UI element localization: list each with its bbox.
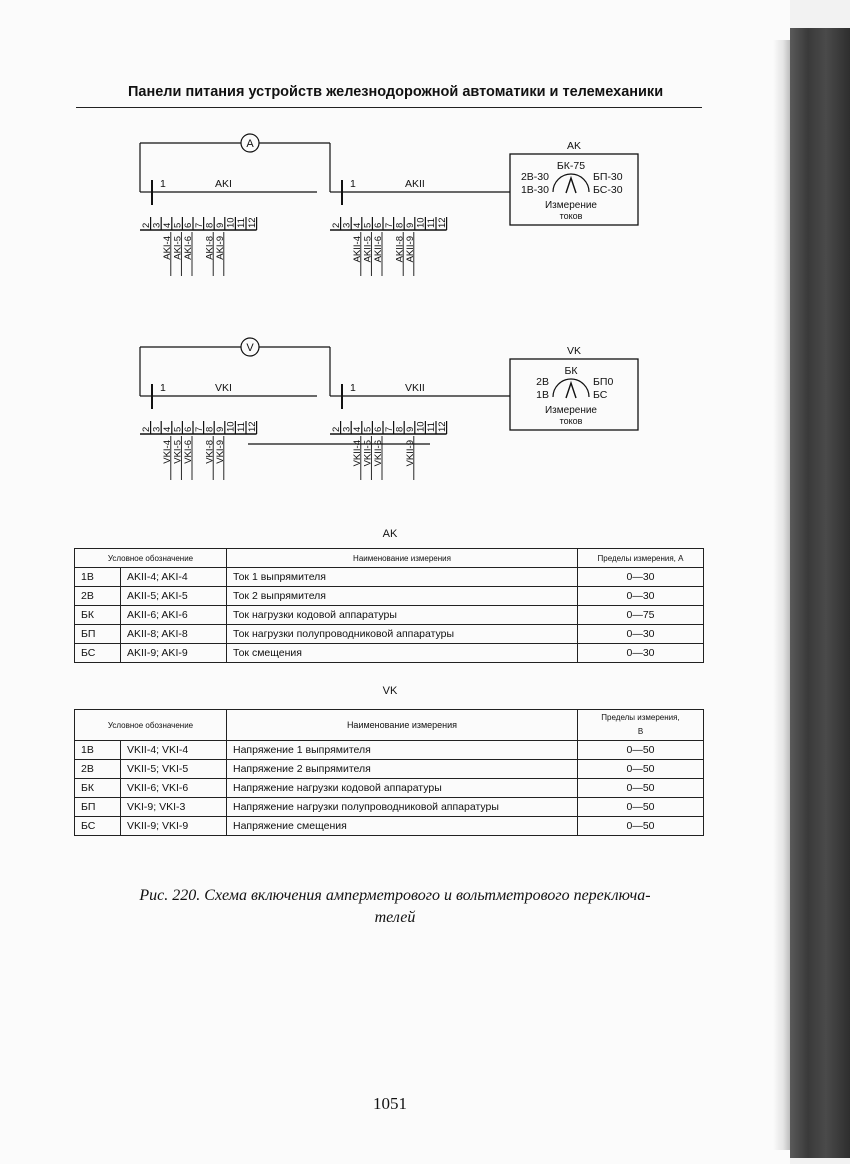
cell-contacts: AKII-8; AKI-8 [121, 625, 227, 644]
terminal-number: 5 [362, 222, 374, 228]
voltmeter-right-group-name: VKII [405, 382, 425, 394]
terminal-number: 6 [373, 426, 385, 432]
ammeter-switch-position-1v: 1В-30 [520, 184, 549, 196]
table-header-row [75, 549, 704, 568]
terminal-number: 2 [330, 426, 342, 432]
cell-measurement-name: Напряжение 1 выпрямителя [227, 741, 578, 760]
cell-contacts: VKI-9; VKI-3 [121, 798, 227, 817]
terminal-number: 5 [172, 426, 184, 432]
cell-measurement-name: Ток нагрузки кодовой аппаратуры [227, 606, 578, 625]
terminal-number: 3 [151, 426, 163, 432]
cell-limits: 0—50 [578, 779, 704, 798]
voltmeter-switch-position-bs: БС [593, 389, 608, 401]
tap-label: VKII-4 [352, 440, 363, 467]
tap-label: AKI-9 [215, 236, 226, 260]
voltmeter_scheme-left-terminal-strip [140, 421, 258, 434]
tap-label: AKI-6 [183, 236, 195, 260]
voltmeter-left-group-name: VKI [215, 382, 232, 394]
cell-contacts: VKII-9; VKI-9 [121, 817, 227, 836]
cell-limits: 0—75 [578, 606, 704, 625]
ammeter-switch-label-2: токов [559, 211, 583, 221]
ammeter-switch-position-bs: БС-30 [593, 184, 623, 196]
voltmeter-left-first-terminal: 1 [160, 382, 166, 394]
ammeter-switch-position-2v: 2В-30 [520, 171, 549, 183]
voltmeter-switch-position-1v: 1В [536, 389, 549, 401]
ammeter-left-group-name: AKI [215, 178, 232, 190]
cell-code: 2В [75, 587, 121, 606]
table-header-row [75, 710, 704, 741]
table-row [75, 817, 704, 836]
ammeter-symbol [241, 134, 259, 152]
cell-measurement-name: Напряжение нагрузки кодовой аппаратуры [227, 779, 578, 798]
cell-limits: 0—50 [578, 741, 704, 760]
header-measurement-name: Наименование измерения [227, 549, 578, 568]
cell-limits: 0—50 [578, 760, 704, 779]
cell-contacts: VKII-4; VKI-4 [121, 741, 227, 760]
voltmeter_scheme-left_taps [162, 440, 226, 464]
terminal-number: 11 [236, 422, 248, 432]
vk-measurement-table [74, 709, 704, 836]
cell-contacts: AKII-5; AKI-5 [121, 587, 227, 606]
voltmeter-letter: V [246, 342, 254, 354]
figure-caption [60, 885, 730, 929]
ammeter-switch-title: AK [566, 140, 582, 152]
terminal-number: 6 [373, 222, 385, 228]
terminal-number: 8 [394, 222, 406, 228]
header-measurement-name: Наименование измерения [227, 710, 578, 741]
tap-label: VKI-8 [204, 440, 216, 464]
terminal-number: 4 [162, 426, 173, 432]
terminal-number: 7 [193, 426, 205, 432]
ammeter-letter: A [246, 138, 254, 150]
terminal-number: 4 [352, 222, 363, 228]
terminal-strips [140, 217, 448, 480]
cell-code: БК [75, 606, 121, 625]
voltmeter-symbol [241, 338, 259, 356]
cell-code: 1В [75, 741, 121, 760]
table-row [75, 779, 704, 798]
table-row [75, 568, 704, 587]
terminal-number: 10 [415, 217, 427, 228]
tap-label: VKI-6 [183, 440, 195, 464]
terminal-number: 12 [436, 421, 448, 432]
running-head: Панели питания устройств железнодорожной автоматики и телемеханики [128, 84, 664, 100]
voltmeter-switch-position-bk: БК [564, 365, 578, 377]
caption-line-2: телей [374, 909, 416, 926]
tap-label: AKI-8 [204, 236, 216, 260]
terminal-number: 7 [193, 222, 205, 228]
book-spine [790, 28, 850, 1158]
cell-contacts: AKII-9; AKI-9 [121, 644, 227, 663]
cell-code: БП [75, 798, 121, 817]
terminal-number: 9 [215, 222, 226, 228]
voltmeter-switch-position-2v: 2В [536, 376, 549, 388]
cell-measurement-name: Ток 1 выпрямителя [227, 568, 578, 587]
table-row [75, 760, 704, 779]
tap-label: VKII-9 [405, 440, 416, 467]
ammeter_scheme-left_taps [162, 236, 226, 260]
ammeter-switch-pointer [566, 178, 576, 193]
header-limits-line1: Пределы измерения, [601, 713, 680, 722]
header-limits [578, 710, 704, 741]
cell-code: 2В [75, 760, 121, 779]
tap-label: AKII-5 [362, 236, 374, 263]
cell-code: БС [75, 817, 121, 836]
header-designation: Условное обозначение [75, 549, 227, 568]
header-limits: Пределы измерения, А [578, 549, 704, 568]
terminal-number: 8 [204, 426, 216, 432]
tap-label: VKII-5 [362, 440, 374, 467]
terminal-number: 12 [246, 421, 258, 432]
ammeter-right-first-terminal: 1 [350, 178, 356, 190]
terminal-number: 11 [426, 218, 438, 228]
terminal-number: 5 [172, 222, 184, 228]
terminal-number: 2 [330, 222, 342, 228]
terminal-number: 6 [183, 426, 195, 432]
terminal-number: 12 [246, 217, 258, 228]
cell-contacts: VKII-6; VKI-6 [121, 779, 227, 798]
page-number: 1051 [373, 1094, 407, 1113]
terminal-number: 2 [140, 426, 152, 432]
tap-label: AKII-4 [352, 236, 363, 263]
table-row [75, 741, 704, 760]
tap-label: VKI-9 [215, 440, 226, 464]
cell-limits: 0—30 [578, 568, 704, 587]
terminal-number: 3 [341, 222, 353, 228]
terminal-number: 7 [383, 426, 395, 432]
tap-label: AKII-9 [405, 236, 416, 263]
voltmeter_scheme-right-terminal-strip [330, 421, 448, 434]
terminal-number: 11 [426, 422, 438, 432]
tap-label: AKII-8 [394, 236, 406, 263]
terminal-number: 4 [162, 222, 173, 228]
terminal-number: 4 [352, 426, 363, 432]
terminal-number: 10 [225, 421, 237, 432]
cell-code: БС [75, 644, 121, 663]
switch-wiring-diagram [0, 0, 790, 520]
table-row [75, 606, 704, 625]
terminal-number: 5 [362, 426, 374, 432]
table-row [75, 625, 704, 644]
cell-limits: 0—30 [578, 587, 704, 606]
cell-contacts: AKII-4; AKI-4 [121, 568, 227, 587]
terminal-number: 8 [204, 222, 216, 228]
ammeter_scheme-left-terminal-strip [140, 217, 258, 230]
table-row [75, 798, 704, 817]
voltmeter-switch-title: VK [566, 345, 582, 357]
ak-table-title: AK [382, 528, 398, 540]
terminal-number: 3 [341, 426, 353, 432]
terminal-number: 3 [151, 222, 163, 228]
tap-label: VKI-4 [162, 440, 173, 464]
table-row [75, 587, 704, 606]
cell-code: 1В [75, 568, 121, 587]
ammeter_scheme-right_taps [352, 236, 416, 262]
terminal-number: 9 [405, 426, 416, 432]
terminal-number: 7 [383, 222, 395, 228]
tap-label: AKI-4 [162, 236, 173, 260]
cell-measurement-name: Ток нагрузки полупроводниковой аппаратуры [227, 625, 578, 644]
terminal-number: 11 [236, 218, 248, 228]
ammeter_scheme-right-terminal-strip [330, 217, 448, 230]
voltmeter_scheme-right_taps [352, 440, 416, 466]
cell-measurement-name: Ток 2 выпрямителя [227, 587, 578, 606]
terminal-number: 10 [415, 421, 427, 432]
terminal-number: 8 [394, 426, 406, 432]
caption-line-1: Рис. 220. Схема включения амперметрового и вольтметрового переключа- [139, 887, 651, 904]
cell-measurement-name: Напряжение нагрузки полупроводниковой аппаратуры [227, 798, 578, 817]
voltmeter-switch-label-2: токов [559, 416, 583, 426]
ammeter-switch-label-1: Измерение [544, 200, 598, 211]
terminal-number: 10 [225, 217, 237, 228]
ak-measurement-table [74, 548, 704, 663]
tap-label: VKI-5 [172, 440, 184, 464]
tap-label: AKII-6 [373, 236, 385, 263]
voltmeter-right-first-terminal: 1 [350, 382, 356, 394]
cell-limits: 0—50 [578, 798, 704, 817]
cell-measurement-name: Напряжение смещения [227, 817, 578, 836]
terminal-number: 6 [183, 222, 195, 228]
tap-label: AKI-5 [172, 236, 184, 260]
ammeter-right-group-name: AKII [405, 178, 425, 190]
voltmeter-switch-position-bp0: БП0 [593, 376, 614, 388]
cell-contacts: AKII-6; AKI-6 [121, 606, 227, 625]
tap-label: VKII-6 [373, 440, 385, 467]
voltmeter-switch-label-1: Измерение [544, 405, 598, 416]
table-row [75, 644, 704, 663]
cell-code: БП [75, 625, 121, 644]
cell-measurement-name: Напряжение 2 выпрямителя [227, 760, 578, 779]
vk-table-title: VK [382, 685, 398, 697]
ammeter-switch-position-bk: БК-75 [556, 160, 586, 172]
terminal-number: 9 [215, 426, 226, 432]
ammeter-switch-position-bp: БП-30 [593, 171, 623, 183]
cell-limits: 0—30 [578, 644, 704, 663]
cell-contacts: VKII-5; VKI-5 [121, 760, 227, 779]
cell-limits: 0—50 [578, 817, 704, 836]
terminal-number: 12 [436, 217, 448, 228]
cell-measurement-name: Ток смещения [227, 644, 578, 663]
cell-code: БК [75, 779, 121, 798]
voltmeter-switch-pointer [566, 383, 576, 398]
terminal-number: 2 [140, 222, 152, 228]
header-designation: Условное обозначение [75, 710, 227, 741]
cell-limits: 0—30 [578, 625, 704, 644]
terminal-number: 9 [405, 222, 416, 228]
ammeter-left-first-terminal: 1 [160, 178, 166, 190]
header-limits-unit: В [637, 727, 644, 736]
